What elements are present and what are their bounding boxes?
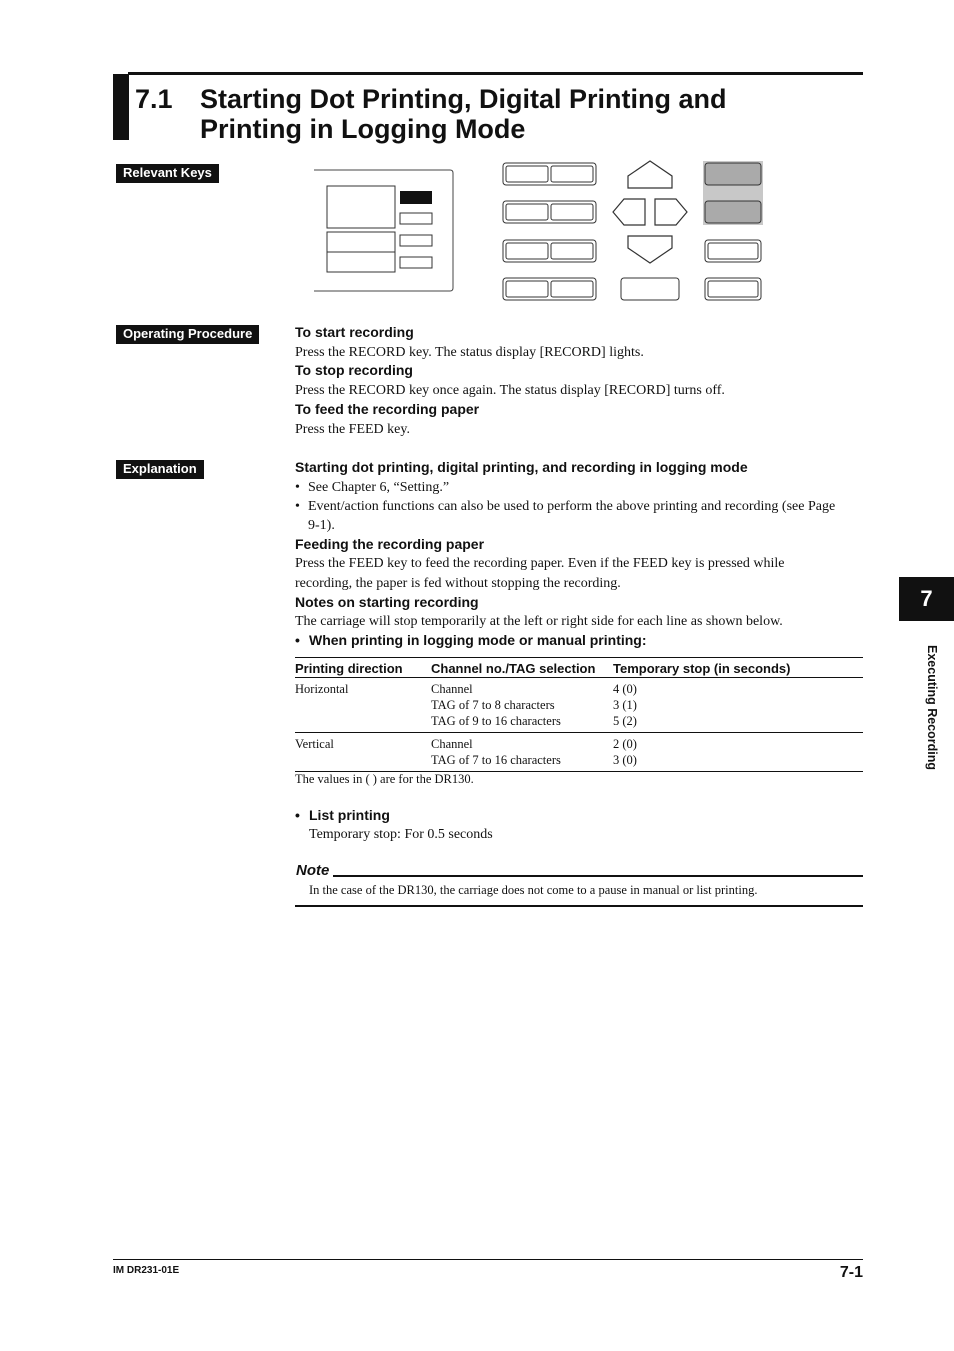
col-header-selection: Channel no./TAG selection	[431, 658, 613, 678]
arrow-keys	[613, 161, 687, 300]
bullet-event-action-line1: Event/action functions can also be used to perform the above printing and recording (see Page	[308, 499, 836, 514]
note-top-rule	[333, 875, 863, 877]
section-number: 7.1	[135, 84, 173, 114]
explanation-heading-3: Notes on starting recording	[295, 594, 479, 610]
table-row	[295, 678, 863, 733]
note-heading: Note	[296, 862, 330, 879]
note-bottom-rule	[295, 905, 863, 907]
bullet-marker: •	[295, 499, 300, 514]
cell-stop: 3 (0)	[613, 753, 637, 767]
cell-selection: Channel	[431, 737, 473, 751]
footer-rule	[113, 1259, 863, 1260]
explanation-heading-1: Starting dot printing, digital printing, and recording in logging mode	[295, 459, 748, 475]
right-keys	[703, 161, 763, 300]
cell-direction: Vertical	[295, 733, 431, 772]
list-printing-heading: List printing	[309, 807, 390, 823]
cell-stop: 5 (2)	[613, 714, 637, 728]
cell-selection: TAG of 7 to 16 characters	[431, 753, 561, 767]
logging-mode-heading: When printing in logging mode or manual printing:	[309, 632, 647, 648]
procedure-text-stop: Press the RECORD key once again. The status display [RECORD] turns off.	[295, 383, 725, 398]
cell-stops	[613, 678, 863, 733]
carriage-text: The carriage will stop temporarily at the left or right side for each line as shown below.	[295, 614, 783, 629]
cell-direction: Horizontal	[295, 678, 431, 733]
explanation-tag: Explanation	[116, 460, 204, 479]
title-rule	[128, 72, 863, 75]
key-panel-diagram	[310, 158, 770, 308]
relevant-keys-tag: Relevant Keys	[116, 164, 219, 183]
procedure-heading-feed: To feed the recording paper	[295, 401, 480, 417]
chapter-side-label: Executing Recording	[925, 645, 939, 771]
bullet-marker: •	[295, 807, 300, 823]
operating-procedure-tag: Operating Procedure	[116, 325, 259, 344]
footer-doc-id: IM DR231-01E	[113, 1265, 180, 1276]
double-keys	[503, 163, 596, 300]
display-panel	[314, 170, 453, 291]
title-marker-bar	[113, 74, 129, 140]
cell-selections	[431, 678, 613, 733]
procedure-text-feed: Press the FEED key.	[295, 422, 410, 437]
bullet-marker: •	[295, 480, 300, 495]
procedure-heading-stop: To stop recording	[295, 362, 413, 378]
temporary-stop-table	[295, 657, 863, 772]
footer-page-number: 7-1	[839, 1264, 863, 1281]
procedure-heading-start: To start recording	[295, 324, 414, 340]
chapter-tab: 7	[899, 577, 954, 621]
cell-selection: TAG of 7 to 8 characters	[431, 698, 555, 712]
cell-stop: 2 (0)	[613, 737, 637, 751]
col-header-stop: Temporary stop (in seconds)	[613, 658, 863, 678]
cell-selection: TAG of 9 to 16 characters	[431, 714, 561, 728]
page-title-line1: Starting Dot Printing, Digital Printing and	[200, 84, 727, 114]
bullet-marker: •	[295, 632, 300, 648]
cell-stop: 4 (0)	[613, 682, 637, 696]
procedure-text-start: Press the RECORD key. The status display [RECORD] lights.	[295, 345, 644, 360]
feed-text-line2: recording, the paper is fed without stopping the recording.	[295, 576, 621, 591]
col-header-direction: Printing direction	[295, 658, 431, 678]
list-printing-text: Temporary stop: For 0.5 seconds	[309, 827, 493, 842]
explanation-heading-2: Feeding the recording paper	[295, 536, 485, 552]
bullet-event-action-line2: 9-1).	[308, 518, 335, 533]
page-title-line2: Printing in Logging Mode	[200, 114, 526, 144]
cell-stop: 3 (1)	[613, 698, 637, 712]
note-text: In the case of the DR130, the carriage does not come to a pause in manual or list printing.	[309, 883, 758, 897]
cell-selections	[431, 733, 613, 772]
table-footnote: The values in ( ) are for the DR130.	[295, 772, 474, 786]
page-title	[200, 84, 726, 144]
cell-stops	[613, 733, 863, 772]
table-row	[295, 733, 863, 772]
bullet-see-chapter: See Chapter 6, “Setting.”	[308, 480, 450, 495]
cell-selection: Channel	[431, 682, 473, 696]
feed-text-line1: Press the FEED key to feed the recording paper. Even if the FEED key is pressed while	[295, 556, 785, 571]
